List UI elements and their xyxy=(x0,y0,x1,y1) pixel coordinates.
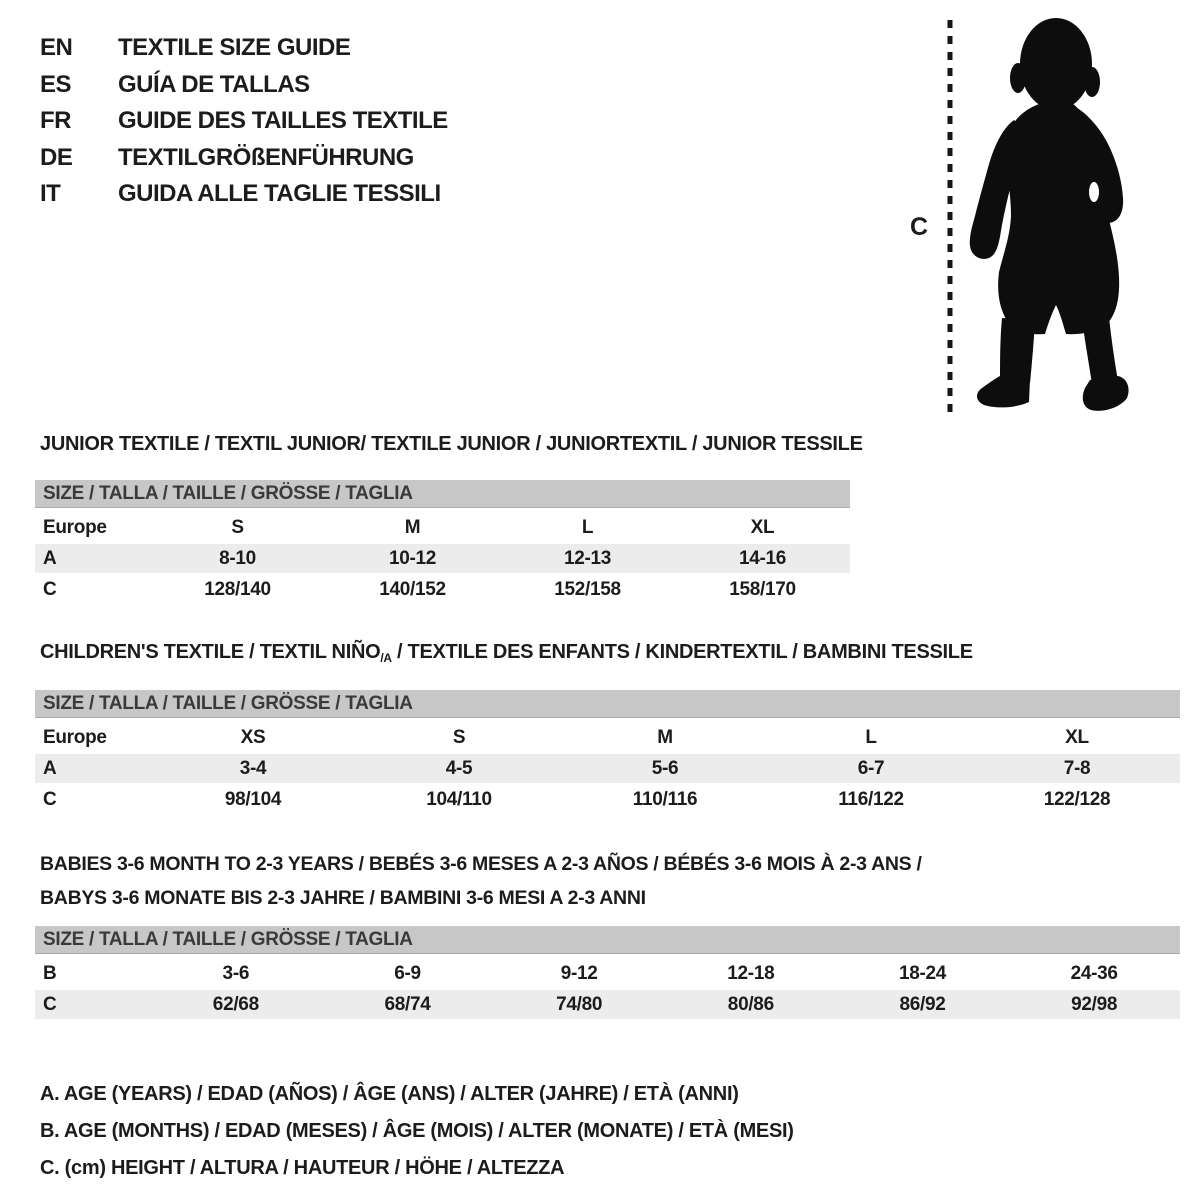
legend-line-a: A. AGE (YEARS) / EDAD (AÑOS) / ÂGE (ANS) / ALTER (JAHRE) / ETÀ (ANNI) xyxy=(40,1083,739,1105)
size-cell: 116/122 xyxy=(838,788,904,810)
row-label: A xyxy=(43,757,57,779)
row-label: A xyxy=(43,547,57,569)
babies-section-title xyxy=(40,848,922,915)
language-code: ES xyxy=(40,70,72,98)
size-cell: 140/152 xyxy=(379,578,446,600)
table-row xyxy=(35,723,1180,752)
children-size-table xyxy=(35,690,1180,814)
language-row-it xyxy=(40,176,448,213)
language-row-de xyxy=(40,140,448,177)
size-cell: 152/158 xyxy=(554,578,621,600)
size-cell: L xyxy=(865,726,877,748)
junior-table-rows xyxy=(35,508,850,604)
junior-section-title: JUNIOR TEXTILE / TEXTIL JUNIOR/ TEXTILE JUNIOR / JUNIORTEXTIL / JUNIOR TESSILE xyxy=(40,433,863,455)
size-cell: 98/104 xyxy=(224,788,282,810)
size-cell: 6-9 xyxy=(394,962,421,984)
table-row xyxy=(35,785,1180,814)
size-cell: 10-12 xyxy=(388,547,437,569)
size-cell: 6-7 xyxy=(857,757,885,779)
table-row xyxy=(35,990,1180,1019)
language-code: FR xyxy=(40,107,71,135)
language-title-list xyxy=(40,30,448,213)
height-dashed-line-icon xyxy=(946,16,954,418)
legend-line-c: C. (cm) HEIGHT / ALTURA / HAUTEUR / HÖHE / ALTEZZA xyxy=(40,1157,565,1179)
size-header-bar: SIZE / TALLA / TAILLE / GRÖSSE / TAGLIA xyxy=(35,690,1180,718)
row-label: C xyxy=(43,578,57,600)
size-cell: XL xyxy=(750,516,775,538)
size-cell: 8-10 xyxy=(219,547,256,569)
size-cell: 158/170 xyxy=(729,578,796,600)
table-row xyxy=(35,544,850,573)
language-code: EN xyxy=(40,34,73,62)
language-row-es xyxy=(40,67,448,104)
guide-title-en: TEXTILE SIZE GUIDE xyxy=(118,34,351,62)
size-cell: 4-5 xyxy=(445,757,473,779)
size-cell: 12-13 xyxy=(563,547,612,569)
size-cell: 86/92 xyxy=(899,993,946,1015)
row-label: C xyxy=(43,788,57,810)
table-row xyxy=(35,754,1180,783)
legend xyxy=(40,1076,794,1187)
size-cell: 128/140 xyxy=(204,578,271,600)
table-row xyxy=(35,513,850,542)
babies-title-line-2: BABYS 3-6 MONATE BIS 2-3 JAHRE / BAMBINI 3-6 MESI A 2-3 ANNI xyxy=(40,886,646,909)
table-row xyxy=(35,959,1180,988)
children-title-post: / TEXTILE DES ENFANTS / KINDERTEXTIL / BAMBINI TESSILE xyxy=(391,641,973,663)
row-label: Europe xyxy=(43,726,107,748)
size-cell: 62/68 xyxy=(212,993,259,1015)
language-row-en xyxy=(40,30,448,67)
size-cell: XL xyxy=(1065,726,1089,748)
size-cell: 80/86 xyxy=(727,993,774,1015)
size-cell: 110/116 xyxy=(632,788,698,810)
guide-title-de: TEXTILGRÖßENFÜHRUNG xyxy=(118,143,414,171)
guide-title-fr: GUIDE DES TAILLES TEXTILE xyxy=(118,107,448,135)
size-cell: S xyxy=(452,726,466,748)
row-label: B xyxy=(43,962,57,984)
size-cell: 5-6 xyxy=(651,757,679,779)
babies-table-rows xyxy=(35,954,1180,1019)
row-label: Europe xyxy=(43,516,107,538)
children-title-sub: /A xyxy=(380,651,392,666)
size-cell: 24-36 xyxy=(1070,962,1118,984)
size-cell: XS xyxy=(240,726,266,748)
size-cell: 122/128 xyxy=(1043,788,1111,810)
size-cell: L xyxy=(581,516,594,538)
size-cell: 3-6 xyxy=(222,962,250,984)
size-cell: 104/110 xyxy=(426,788,492,810)
size-cell: 74/80 xyxy=(556,993,603,1015)
size-cell: 7-8 xyxy=(1063,757,1091,779)
size-cell: 68/74 xyxy=(384,993,431,1015)
size-cell: S xyxy=(231,516,244,538)
size-cell: 12-18 xyxy=(727,962,775,984)
guide-title-it: GUIDA ALLE TAGLIE TESSILI xyxy=(118,180,441,208)
children-section-title xyxy=(40,641,973,664)
language-code: DE xyxy=(40,143,73,171)
table-row xyxy=(35,575,850,604)
language-row-fr xyxy=(40,103,448,140)
row-label: C xyxy=(43,993,57,1015)
babies-title-line-1: BABIES 3-6 MONTH TO 2-3 YEARS / BEBÉS 3-6 MESES A 2-3 AÑOS / BÉBÉS 3-6 MOIS À 2-3 ANS / xyxy=(40,853,922,875)
junior-size-table xyxy=(35,480,850,604)
size-cell: M xyxy=(657,726,673,748)
children-title-pre: CHILDREN'S TEXTILE / TEXTIL NIÑO xyxy=(40,641,381,663)
language-code: IT xyxy=(40,180,61,208)
size-header-bar: SIZE / TALLA / TAILLE / GRÖSSE / TAGLIA xyxy=(35,480,850,508)
size-cell: 3-4 xyxy=(239,757,267,779)
guide-title-es: GUÍA DE TALLAS xyxy=(118,70,310,98)
size-cell: 92/98 xyxy=(1071,993,1118,1015)
size-cell: 9-12 xyxy=(560,962,598,984)
legend-line-b: B. AGE (MONTHS) / EDAD (MESES) / ÂGE (MOIS) / ALTER (MONATE) / ETÀ (MESI) xyxy=(40,1120,794,1142)
size-cell: 14-16 xyxy=(738,547,787,569)
children-table-rows xyxy=(35,718,1180,814)
babies-size-table xyxy=(35,926,1180,1019)
height-measure-label: C xyxy=(910,213,929,241)
size-cell: 18-24 xyxy=(898,962,947,984)
size-cell: M xyxy=(404,516,421,538)
size-header-bar: SIZE / TALLA / TAILLE / GRÖSSE / TAGLIA xyxy=(35,926,1180,954)
toddler-silhouette-icon xyxy=(958,14,1138,420)
